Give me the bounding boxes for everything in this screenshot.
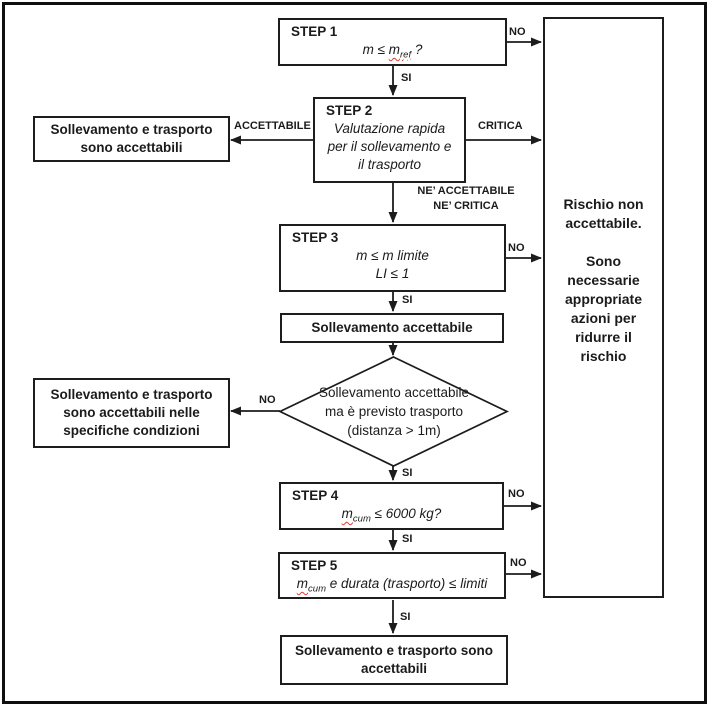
text-line: Sollevamento e trasporto <box>50 387 213 402</box>
step3-box <box>279 224 506 292</box>
label-no-step5: NO <box>510 557 527 569</box>
formula-subscript: cum <box>308 583 326 595</box>
formula-text: m <box>296 576 309 591</box>
label-si-decision: SI <box>402 467 413 479</box>
label-no-decision: NO <box>259 394 276 406</box>
formula-text: m ≤ <box>362 42 389 57</box>
formula-text: LI ≤ 1 <box>375 266 410 281</box>
step5-box <box>278 552 506 599</box>
text-line: sono accettabili <box>80 140 183 155</box>
risk-text-1: Rischio non accettabile. <box>563 196 644 231</box>
text-line: specifiche condizioni <box>63 423 200 438</box>
step2-box <box>313 97 466 183</box>
step2-title: STEP 2 <box>326 103 373 118</box>
final-accept-box <box>280 635 508 685</box>
text-line: ma è previsto trasporto <box>324 404 464 419</box>
accept-conditions-box <box>33 378 230 448</box>
step2-description <box>315 120 464 174</box>
label-si-step1: SI <box>401 72 412 84</box>
label-critica: CRITICA <box>478 120 523 132</box>
step1-title: STEP 1 <box>291 24 338 39</box>
text-line: (distanza > 1m) <box>347 423 441 438</box>
label-accettabile: ACCETTABILE <box>234 120 311 132</box>
step5-title: STEP 5 <box>291 558 338 573</box>
formula-text: m ≤ m limite <box>356 248 429 263</box>
formula-text: m <box>388 42 401 57</box>
label-no-step1: NO <box>509 26 526 38</box>
step5-formula <box>280 575 504 599</box>
text-line: sono accettabili nelle <box>63 405 200 420</box>
label-si-step5: SI <box>400 611 411 623</box>
step1-box <box>278 18 507 66</box>
formula-variable <box>388 42 412 61</box>
label-no-step3: NO <box>508 242 525 254</box>
step4-formula <box>281 505 502 529</box>
decision-text <box>296 383 492 440</box>
text-line: per il sollevamento e <box>327 139 452 154</box>
label-si-step3: SI <box>402 294 413 306</box>
label-no-step4: NO <box>508 488 525 500</box>
step4-box <box>279 482 504 530</box>
risk-text-2: Sono necessarie appropriate azioni per ridurre il rischio <box>564 253 642 364</box>
text-line: Sollevamento e trasporto sono <box>294 643 494 658</box>
text-line: Sollevamento accettabile <box>311 320 473 335</box>
formula-text: ? <box>411 42 423 57</box>
step3-formula <box>281 247 504 283</box>
text-line: accettabili <box>360 661 428 676</box>
label-si-step4: SI <box>402 533 413 545</box>
formula-subscript: cum <box>352 513 371 525</box>
step1-formula <box>280 41 505 65</box>
label-ne-accettabile-ne-critica <box>408 184 524 214</box>
text-line: Sollevamento accettabile <box>318 385 470 400</box>
step3-title: STEP 3 <box>292 230 339 245</box>
formula-variable <box>341 506 371 525</box>
risk-box <box>543 17 664 598</box>
accept-result-box <box>33 116 230 162</box>
formula-text: ≤ 6000 kg? <box>370 506 442 521</box>
formula-text: m <box>341 506 353 521</box>
formula-subscript: ref <box>400 49 412 61</box>
text-line: Sollevamento e trasporto <box>50 122 213 137</box>
text-line: NE’ CRITICA <box>433 200 499 212</box>
step4-title: STEP 4 <box>292 488 339 503</box>
lifting-acceptable-box <box>280 313 504 343</box>
formula-text: e durata (trasporto) ≤ limiti <box>325 576 488 591</box>
text-line: NE’ ACCETTABILE <box>417 185 515 197</box>
text-line: Valutazione rapida <box>333 121 446 136</box>
text-line: il trasporto <box>357 157 422 172</box>
formula-variable <box>296 576 326 595</box>
